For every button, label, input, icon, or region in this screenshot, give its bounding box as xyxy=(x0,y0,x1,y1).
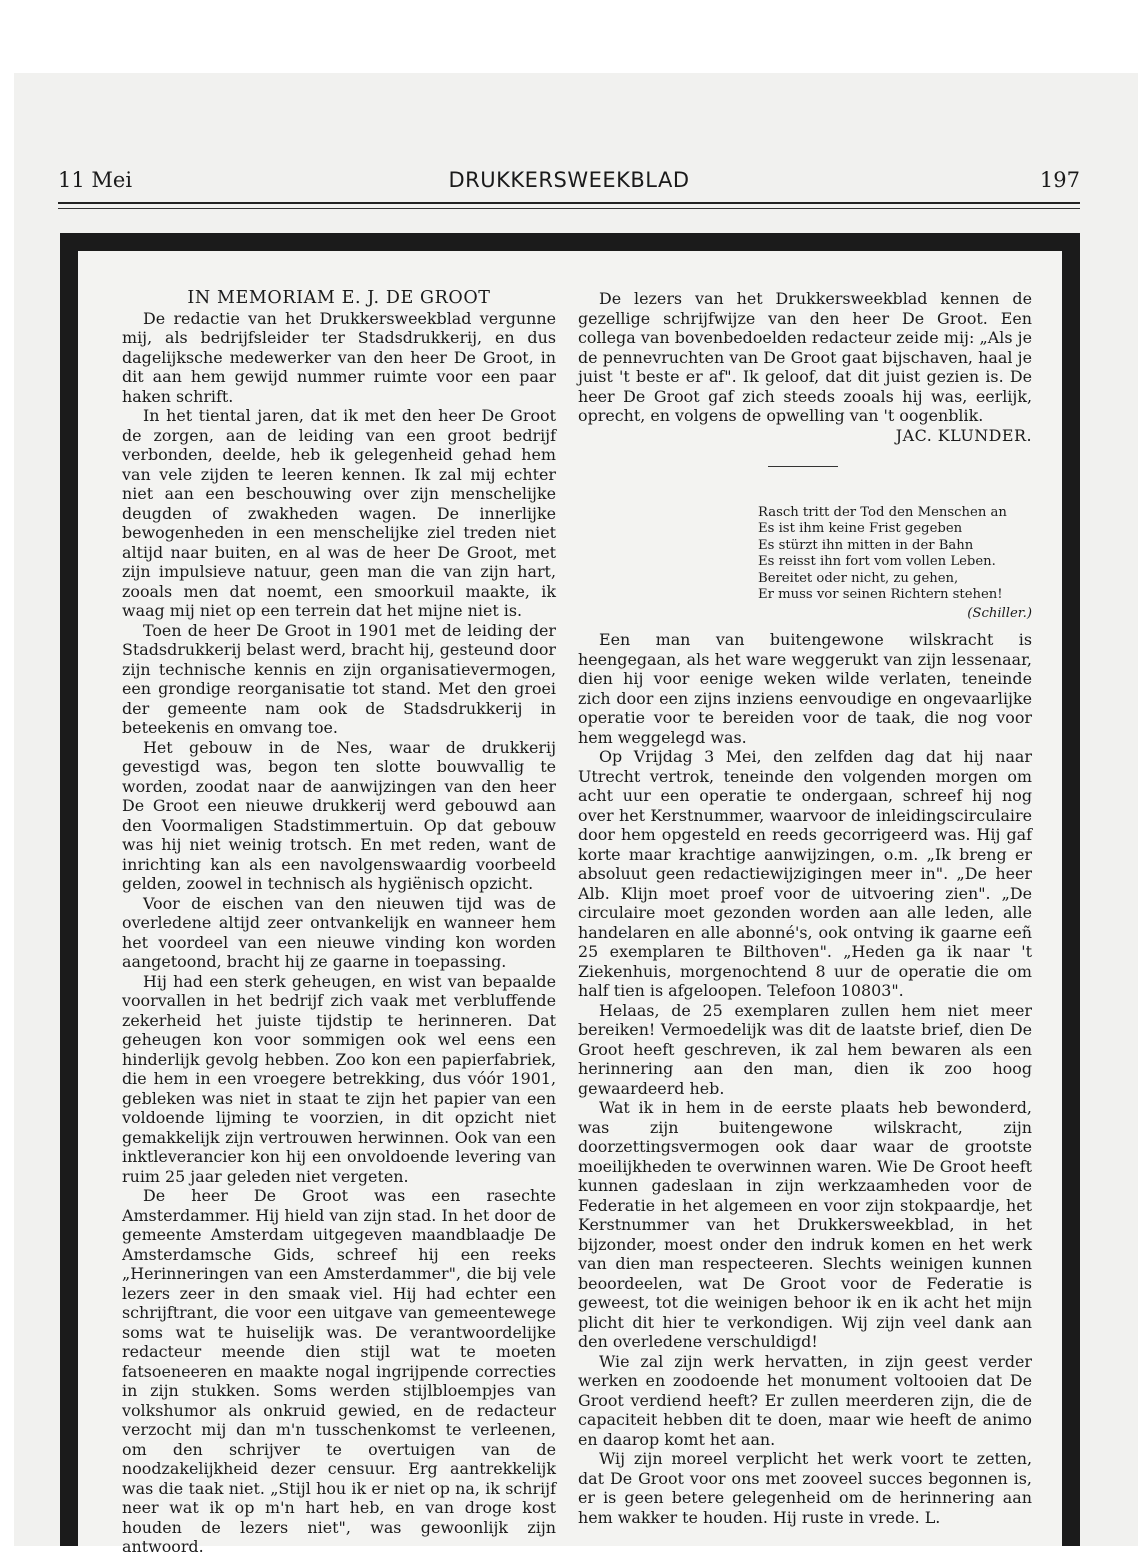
paragraph: De heer De Groot was een rasechte Amsterdammer. Hij hield van zijn stad. In het door de gemeente Amsterdam uitgegeven maandblaadje De Amsterdamsche Gids, schreef hij een reeks „Herinneringen van een Amsterdammer", die bij vele lezers zeer in den smaak viel. Hij had echter een schrijftrant, die voor een uitgave van gemeentewege soms wat te huiselijk was. De verantwoordelijke redacteur meende dien stijl wat te moeten fatsoeneeren en maakte nogal ingrijpende correcties in zijn stukken. Soms werden stijlbloempjes van volkshumor als onkruid gewied, en de redacteur verzocht mij dan m'n tusschenkomst te verleenen, om den schrijver te overtuigen van de noodzakelijkheid dezer censuur. Erg aantrekkelijk was die taak niet. „Stijl hou ik er niet op na, ik schrijf neer wat ik op m'n hart heb, en van droge kost houden de lezers niet", was gewoonlijk zijn antwoord. xyxy=(122,1186,556,1556)
poem-line: Er muss vor seinen Richtern stehen! xyxy=(758,587,1003,602)
header-rule-thin xyxy=(58,208,1080,209)
poem-line: Es ist ihm keine Frist gegeben xyxy=(758,521,963,536)
paragraph: Wij zijn moreel verplicht het werk voort te zetten, dat De Groot voor ons met zooveel succes begonnen is, er is geen betere gelegenheid om de herinnering aan hem wakker te houden. Hij ruste in vrede. L. xyxy=(578,1449,1032,1527)
paragraph: Voor de eischen van den nieuwen tijd was de overledene altijd zeer ontvankelijk en wanneer hem het voordeel van een nieuwe vinding kon worden aangetoond, bracht hij ze gaarne in toepassing. xyxy=(122,893,556,971)
poem-epigraph xyxy=(758,505,1032,623)
paragraph: Wat ik in hem in de eerste plaats heb bewonderd, was zijn buitengewone wilskracht, zijn doorzettingsvermogen ook daar waar de grootste moeilijkheden te overwinnen waren. Wie De Groot heeft kunnen gadeslaan in zijn werkzaamheden voor de Federatie in het algemeen en voor zijn stokpaardje, het Kerstnummer van het Drukkersweekblad, in het bijzonder, moest onder den indruk komen en het werk van dien man respecteeren. Slechts weinigen kunnen beoordeelen, wat De Groot voor de Federatie is geweest, tot die weinigen behoor ik en ik acht het mijn plicht dit hier te verkondigen. Wij zijn veel dank aan den overledene verschuldigd! xyxy=(578,1098,1032,1351)
paragraph: Het gebouw in de Nes, waar de drukkerij gevestigd was, begon ten slotte bouwvallig te worden, zoodat naar de aanwijzingen van den heer De Groot een nieuwe drukkerij werd gebouwd aan den Voormaligen Stadstimmertuin. Op dat gebouw was hij niet weinig trotsch. En met reden, want de inrichting kan als een navolgenswaardig voorbeeld gelden, zoowel in technisch als hygiënisch opzicht. xyxy=(122,737,556,893)
paragraph: Een man van buitengewone wilskracht is heengegaan, als het ware weggerukt van zijn lessenaar, dien hij voor eenige weken wilde verlaten, teneinde zich door een zijns inziens eenvoudige en ongevaarlijke operatie voor te bereiden voor de taak, die nog voor hem weggelegd was. xyxy=(578,630,1032,747)
poem-line: Es reisst ihn fort vom vollen Leben. xyxy=(758,554,996,569)
page-number: 197 xyxy=(1039,168,1080,192)
journal-title: DRUKKERSWEEKBLAD xyxy=(448,168,690,192)
poem-attribution: (Schiller.) xyxy=(967,605,1032,621)
header-rule-thick xyxy=(58,202,1080,204)
paragraph: Helaas, de 25 exemplaren zullen hem niet meer bereiken! Vermoedelijk was dit de laatste brief, dien De Groot heeft geschreven, ik zal hem bewaren als een herinnering aan den man, dien ik zoo hoog gewaardeerd heb. xyxy=(578,1000,1032,1098)
running-head xyxy=(58,166,1080,198)
paragraph: Wie zal zijn werk hervatten, in zijn geest verder werken en zoodoende het monument voltooien dat De Groot verdiend heeft? Er zullen meerderen zijn, die de capaciteit hebben dit te doen, maar wie heeft de animo en daarop komt het aan. xyxy=(578,1351,1032,1449)
paragraph: Op Vrijdag 3 Mei, den zelfden dag dat hij naar Utrecht vertrok, teneinde den volgenden morgen om acht uur een operatie te ondergaan, schreef hij nog over het Kerstnummer, waarvoor de inleidingscirculaire door hem opgesteld en reeds gecorrigeerd was. Hij gaf korte maar krachtige aanwijzingen, o.m. „Ik breng er absoluut geen redactiewijzigingen meer in". „De heer Alb. Klijn moet proef voor de uitvoering zien". „De circulaire moet gezonden worden aan alle leden, alle handelaren en alle abonné's, ook ontving ik gaarne eeñ 25 exemplaren te Bilthoven". „Heden ga ik naar 't Ziekenhuis, morgenochtend 8 uur de operatie die om half tien is afgeloopen. Telefoon 10803". xyxy=(578,747,1032,1000)
paragraph-text: De lezers van het Drukkersweekblad kennen de gezellige schrijfwijze van den heer De Groot. Een collega van bovenbedoelden redacteur zeide mij: „Als je de pennevruchten van De Groot gaat bijschaven, haal je juist 't beste er af". Ik geloof, dat dit juist gezien is. De heer De Groot gaf zich steeds zooals hij was, eerlijk, oprecht, en volgens de opwelling van 't oogenblik. xyxy=(578,289,1032,425)
mourning-border xyxy=(60,233,1080,1556)
poem-line: Es stürzt ihn mitten in der Bahn xyxy=(758,537,974,553)
article-title: IN MEMORIAM E. J. DE GROOT xyxy=(187,288,491,308)
separator-rule xyxy=(768,466,838,467)
right-column xyxy=(578,289,1032,1527)
paragraph: Toen de heer De Groot in 1901 met de leiding der Stadsdrukkerij belast werd, bracht hij, gesteund door zijn technische kennis en zijn organisatievermogen, een grondige reorganisatie tot stand. Met den groei der gemeente nam ook de Stadsdrukkerij in beteekenis en omvang toe. xyxy=(122,620,556,737)
paragraph xyxy=(578,289,1032,445)
signature: JAC. KLUNDER. xyxy=(895,425,1032,445)
issue-date: 11 Mei xyxy=(58,168,133,192)
paragraph: De redactie van het Drukkersweekblad vergunne mij, als bedrijfsleider ter Stadsdrukkerij, en dus dagelijksche medewerker van den heer De Groot, in dit aan hem gewijd nummer ruimte voor een paar haken schrift. xyxy=(122,308,556,406)
paragraph: In het tiental jaren, dat ik met den heer De Groot de zorgen, aan de leiding van een groot bedrijf verbonden, deelde, heb ik gelegenheid gehad hem van vele zijden te leeren kennen. Ik zal mij echter niet aan een beschouwing over zijn menschelijke deugden of zwakheden wagen. De innerlijke bewogenheden in een menschelijke ziel treden niet altijd naar buiten, en al was de heer De Groot, met zijn impulsieve natuur, geen man die van zijn hart, zooals men dat noemt, een smoorkuil maakte, ik waag mij niet op een terrein dat het mijne niet is. xyxy=(122,406,556,620)
left-column xyxy=(122,289,556,1557)
poem-line: Rasch tritt der Tod den Menschen an xyxy=(758,504,1007,520)
poem-line: Bereitet oder nicht, zu gehen, xyxy=(758,570,959,586)
paragraph: Hij had een sterk geheugen, en wist van bepaalde voorvallen in het bedrijf zich vaak met verbluffende zekerheid het juiste tijdstip te herinneren. Dat geheugen kon voor sommigen ook wel eens een hinderlijk gevolg hebben. Zoo kon een papierfabriek, die hem in een vroegere betrekking, dus vóór 1901, gebleken was niet in staat te zijn het papier van een voldoende lijming te voorzien, in dit opzicht niet gemakkelijk zijn vertrouwen herwinnen. Ook van een inktleverancier kon hij een onvoldoende levering van ruim 25 jaar geleden niet vergeten. xyxy=(122,971,556,1186)
